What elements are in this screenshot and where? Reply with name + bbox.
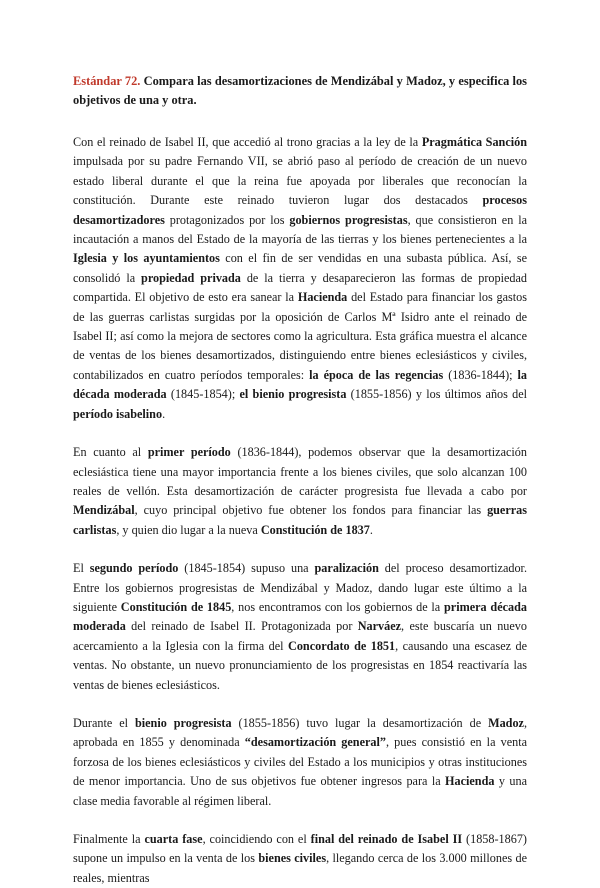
bold-term: primer período [147, 445, 231, 460]
bold-term: bienes civiles [258, 851, 327, 866]
text-run: , llegando cerca de los 3.000 millones de reales, mientras [73, 851, 527, 885]
bold-term: Hacienda [297, 290, 348, 305]
text-run: , nos encontramos con los gobiernos de la [231, 599, 444, 614]
text-run: y una clase media favorable al régimen liberal. [73, 774, 527, 808]
text-run: con el fin de ser vendidas en una subasta pública. Así, se consolidó la [73, 251, 527, 285]
text-run: Durante el [73, 715, 135, 730]
bold-term: Mendizábal [73, 503, 135, 518]
text-run: , este buscaría un nuevo acercamiento a la Iglesia con la firma del [73, 619, 527, 653]
text-run: El [73, 561, 90, 576]
text-run: (1855-1856) y los últimos años del [346, 387, 528, 402]
text-run: . [369, 522, 373, 537]
bold-term: bienio progresista [134, 715, 232, 730]
bold-term: gobiernos progresistas [289, 212, 408, 227]
text-run: protagonizados por los [164, 212, 290, 227]
text-run: (1836-1844), podemos observar que la desamortización eclesiástica tiene una mayor importancia frente a los bienes civiles, que solo alcanzan 100 reales de vellón. Esta desamortización de carácter progresista fue llevada a cabo por [73, 445, 527, 498]
bold-term: Madoz [488, 715, 524, 730]
text-run: , cuyo principal objetivo fue obtener los fondos para financiar las [134, 503, 488, 518]
bold-term: guerras carlistas [73, 503, 527, 537]
bold-term: cuarta fase [144, 832, 203, 846]
bold-term: período isabelino [73, 406, 163, 421]
bold-term: Constitución de 1837 [260, 522, 370, 537]
text-run: En cuanto al [73, 445, 148, 460]
text-run: de la tierra y desaparecieron las formas de propiedad compartida. El objetivo de esto era sanear la [73, 270, 527, 305]
bold-term: final del reinado de Isabel II [310, 832, 463, 846]
text-run: (1845-1854) supuso una [178, 561, 315, 576]
bold-term: Concordato de 1851 [288, 638, 396, 653]
text-run: , aprobada en 1855 y denominada [73, 715, 527, 750]
standard-title: Compara las desamortizaciones de Mendizábal y Madoz, y especifica los objetivos de una y otra. [73, 74, 527, 107]
text-run: , y quien dio lugar a la nueva [116, 522, 261, 537]
bold-term: Narváez [357, 619, 402, 634]
text-run: impulsada por su padre Fernando VII, se abrió paso al período de creación de un nuevo estado liberal durante el que la reina fue apoyada por liberales que reconocían la constitución. Durante este reinado tuvieron lugar dos destacados [73, 154, 527, 208]
bold-term: paralización [314, 561, 379, 576]
paragraph-third-period [73, 714, 527, 811]
text-run: Finalmente la [73, 832, 145, 846]
bold-term: el bienio progresista [239, 387, 347, 402]
bold-term: Pragmática Sanción [421, 135, 527, 149]
text-run: (1845-1854); [166, 387, 240, 402]
text-run: Con el reinado de Isabel II, que accedió al trono gracias a la ley de la [73, 135, 422, 149]
bold-term: Hacienda [445, 774, 495, 789]
paragraph-fourth-period [73, 830, 527, 888]
text-run: , coincidiendo con el [202, 832, 311, 846]
text-run: , que consistieron en la incautación a manos del Estado de la mayoría de las tierras y los bienes pertenecientes a la [73, 212, 527, 247]
text-run: (1855-1856) tuvo lugar la desamortización de [231, 715, 489, 730]
bold-term: procesos desamortizadores [73, 193, 527, 227]
standard-label: Estándar 72. [73, 74, 141, 88]
text-run: del reinado de Isabel II. Protagonizada por [125, 619, 358, 634]
text-run: . [162, 406, 166, 421]
bold-term: primera década moderada [73, 599, 527, 634]
bold-term: propiedad privada [141, 270, 241, 285]
bold-term: Iglesia y los ayuntamientos [73, 251, 220, 266]
text-run: (1836-1844); [443, 367, 518, 382]
bold-term: la década moderada [73, 367, 527, 402]
bold-term: “desamortización general” [244, 735, 386, 750]
paragraph-second-period [73, 559, 527, 695]
text-run: del Estado para financiar los gastos de las guerras carlistas surgidas por la oposición de Carlos Mª Isidro ante el reinado de Isabel II; así como la mejora de sectores como la agricultura. Esta gráfica muestra el alcance de ventas de los bienes desamortizados, distinguiendo entre bienes eclesiásticos y civiles, contabilizados en cuatro períodos temporales: [73, 290, 528, 382]
paragraph-intro [73, 133, 527, 424]
text-run: , causando una escasez de ventas. No obstante, un nuevo pronunciamiento de los progresistas en 1854 reactivaría las ventas de bienes eclesiásticos. [73, 638, 527, 692]
bold-term: Constitución de 1845 [120, 599, 232, 614]
bold-term: segundo período [89, 561, 179, 576]
standard-heading [73, 72, 527, 110]
paragraph-first-period [73, 443, 527, 540]
bold-term: la época de las regencias [309, 367, 444, 382]
text-run: (1858-1867) supone un impulso en la venta de los [73, 832, 527, 866]
text-run: del proceso desamortizador. Entre los gobiernos progresistas de Mendizábal y Madoz, dando lugar este último a la siguiente [73, 561, 527, 614]
text-run: , pues consistió en la venta forzosa de los bienes eclesiásticos y civiles del Estado a los municipios y otras instituciones de menor importancia. Uno de sus objetivos fue obtener ingresos para la [73, 735, 527, 789]
